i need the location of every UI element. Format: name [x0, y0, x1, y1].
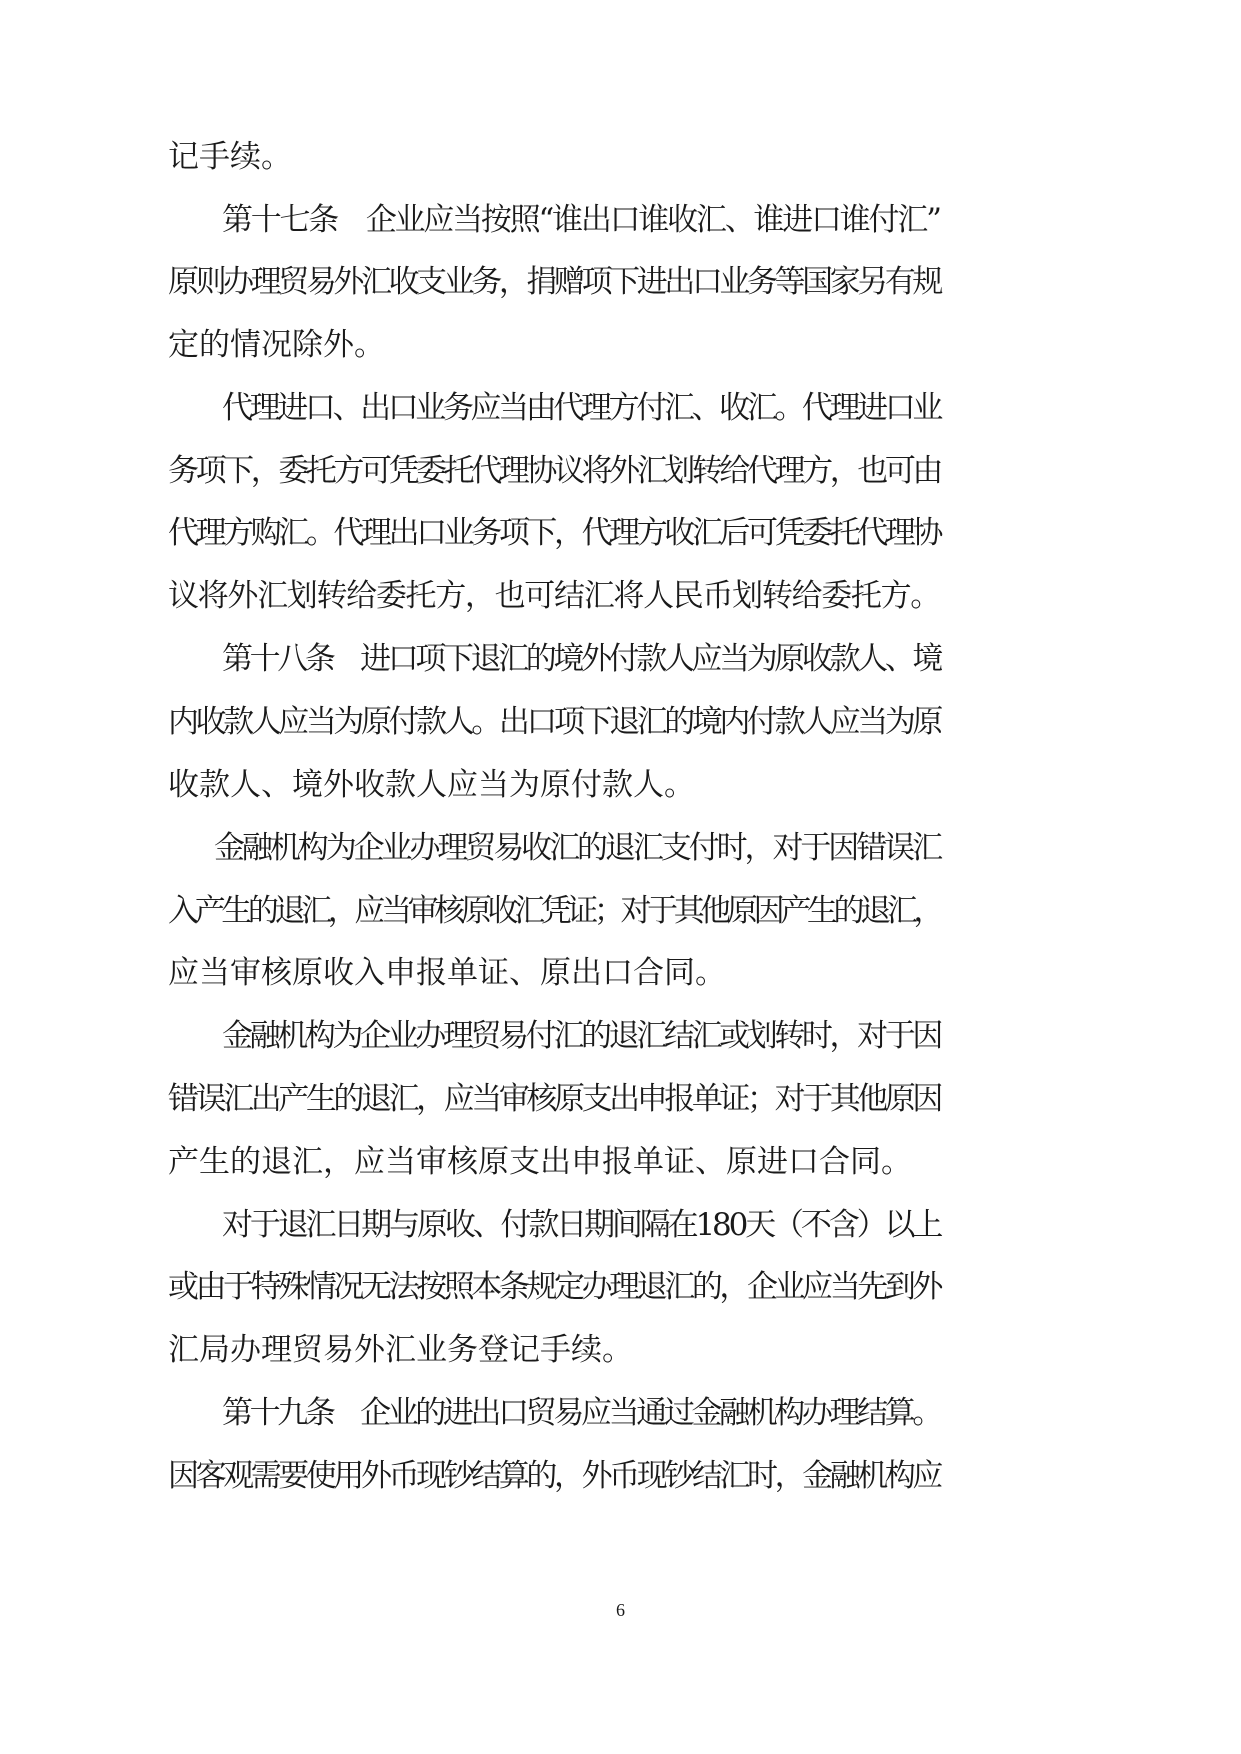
- text-line: 应当审核原收入申报单证、原出口合同。: [168, 955, 726, 991]
- text-line: 收款人、境外收款人应当为原付款人。: [168, 767, 695, 803]
- text-line: 汇局办理贸易外汇业务登记手续。: [168, 1332, 633, 1368]
- text-line: 定的情况除外。: [168, 327, 385, 363]
- text-line: 金融机构为企业办理贸易收汇的退汇支付时，对于因错误汇: [214, 830, 940, 866]
- page-number: 6: [616, 1600, 625, 1620]
- text-line: 原则办理贸易外汇收支业务，捐赠项下进出口业务等国家另有规: [168, 264, 940, 300]
- text-line: 议将外汇划转给委托方，也可结汇将人民币划转给委托方。: [168, 578, 940, 614]
- text-line: 第十八条 进口项下退汇的境外付款人应当为原收款人、境: [222, 641, 940, 677]
- text-line: 金融机构为企业办理贸易付汇的退汇结汇或划转时，对于因: [222, 1018, 940, 1054]
- text-line: 记手续。: [168, 139, 292, 175]
- text-line: 对于退汇日期与原收、付款日期间隔在180天（不含）以上: [222, 1207, 941, 1243]
- text-line: 因客观需要使用外币现钞结算的，外币现钞结汇时，金融机构应: [168, 1458, 940, 1494]
- text-line: 务项下，委托方可凭委托代理协议将外汇划转给代理方，也可由: [168, 453, 940, 489]
- text-line: 第十九条 企业的进出口贸易应当通过金融机构办理结算。: [222, 1395, 940, 1431]
- text-line: 代理方购汇。代理出口业务项下，代理方收汇后可凭委托代理协: [168, 515, 940, 551]
- text-line: 产生的退汇，应当审核原支出申报单证、原进口合同。: [168, 1144, 912, 1180]
- text-line: 内收款人应当为原付款人。出口项下退汇的境内付款人应当为原: [168, 704, 940, 740]
- text-line: 错误汇出产生的退汇，应当审核原支出申报单证；对于其他原因: [168, 1081, 940, 1117]
- text-line: 或由于特殊情况无法按照本条规定办理退汇的，企业应当先到外: [168, 1269, 940, 1305]
- text-line: 代理进口、出口业务应当由代理方付汇、收汇。代理进口业: [222, 390, 940, 426]
- text-line: 入产生的退汇，应当审核原收汇凭证；对于其他原因产生的退汇，: [168, 893, 940, 929]
- text-line: 第十七条 企业应当按照“谁出口谁收汇、谁进口谁付汇”: [222, 202, 940, 238]
